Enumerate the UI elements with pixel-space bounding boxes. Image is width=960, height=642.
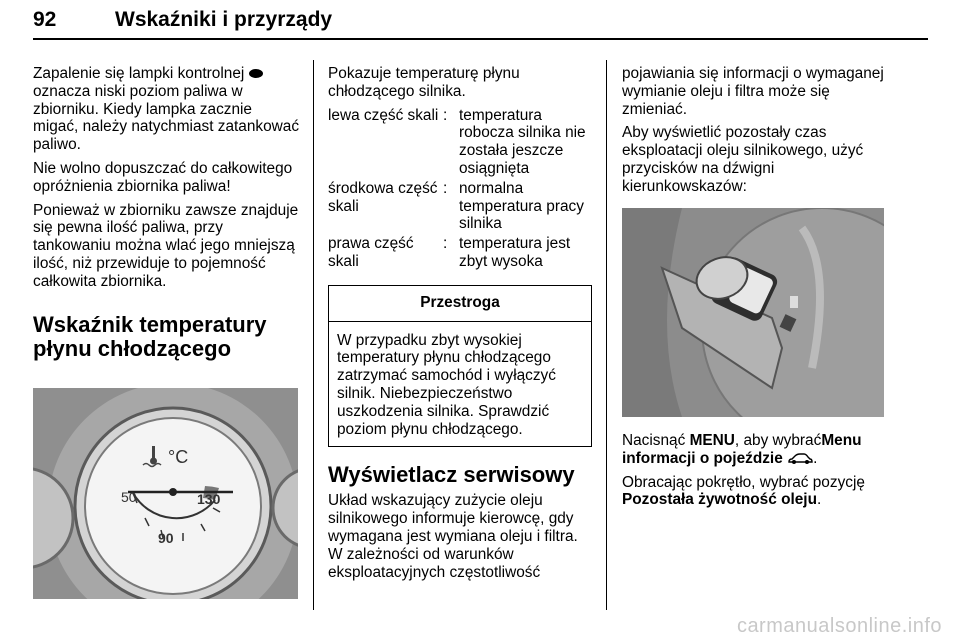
caution-box <box>328 285 592 448</box>
header-rule <box>33 38 928 40</box>
page-header <box>33 8 928 40</box>
paragraph: pojawiania się informacji o wymaganej wymianie oleju i filtra może się zmieniać. <box>622 65 884 118</box>
page-title: Wskaźniki i przyrządy <box>115 8 333 31</box>
column-divider <box>606 60 607 610</box>
column-3-continued <box>622 432 888 515</box>
celsius-label: °C <box>168 447 189 467</box>
coolant-gauge-image <box>33 388 298 599</box>
turn-signal-lever-image <box>622 208 884 417</box>
vehicle-info-menu-label: Menu informacji o pojeździe <box>622 432 862 467</box>
gauge-mid-label: 90 <box>158 530 174 546</box>
fuel-lamp-icon <box>249 69 263 78</box>
paragraph: Nacisnąć MENU, aby wybraćMenu informacji o pojeździe . <box>622 432 862 467</box>
definition-row: środkowa część skali : normalna temperatura pracy silnika <box>328 179 584 233</box>
gauge-min-label: 50 <box>121 489 137 505</box>
page-number: 92 <box>33 8 57 31</box>
menu-label: MENU <box>689 432 735 449</box>
caution-text: W przypadku zbyt wysokiej temperatury płynu chłodzącego zatrzymać samochód i wyłączyć silnik. Niebezpieczeństwo uszkodzenia silnika. Sprawdzić poziom płynu chłodzącego. <box>337 331 556 438</box>
watermark: carmanualsonline.info <box>736 615 942 637</box>
column-3 <box>622 65 888 202</box>
remaining-oil-life-label: Pozostała żywotność oleju <box>622 491 817 509</box>
fuel-warning-paragraph: Zapalenie się lampki kontrolnej oznacza niski poziom paliwa w zbiorniku. Kiedy lampka zacznie migać, należy natychmiast zatankować paliwo. <box>33 65 300 154</box>
section-heading: Wskaźnik temperatury płynu chłodzącego <box>33 311 267 361</box>
column-divider <box>313 60 314 610</box>
car-icon <box>787 453 813 465</box>
column-2 <box>328 65 593 587</box>
definition-list <box>328 107 593 271</box>
lever-illustration <box>622 208 884 417</box>
paragraph: Układ wskazujący zużycie oleju silnikowego informuje kierowcę, gdy wymagana jest wymiana oleju i filtra. W zależności od warunków eksploatacyjnych częstotliwość <box>328 492 578 581</box>
definition-row: prawa część skali : temperatura jest zbyt wysoka <box>328 235 571 270</box>
paragraph: Aby wyświetlić pozostały czas eksploatacji oleju silnikowego, użyć przycisków na dźwigni kierunkowskazów: <box>622 124 864 195</box>
paragraph: Obracając pokrętło, wybrać pozycję Pozostała żywotność oleju. <box>622 473 865 509</box>
paragraph: Ponieważ w zbiorniku zawsze znajduje się pewna ilość paliwa, przy tankowaniu można wlać jego mniejszą ilość, niż przewiduje to pojemność całkowita zbiornika. <box>33 201 299 290</box>
column-1 <box>33 65 301 361</box>
gauge-max-label: 130 <box>197 491 221 507</box>
paragraph: Pokazuje temperaturę płynu chłodzącego silnika. <box>328 65 520 100</box>
caution-title: Przestroga <box>329 286 591 322</box>
definition-row: lewa część skali : temperatura robocza silnika nie została jeszcze osiągnięta <box>328 106 586 177</box>
gauge-illustration <box>33 388 298 599</box>
section-heading: Wyświetlacz serwisowy <box>328 462 575 488</box>
paragraph: Nie wolno dopuszczać do całkowitego opróżnienia zbiornika paliwa! <box>33 159 293 195</box>
